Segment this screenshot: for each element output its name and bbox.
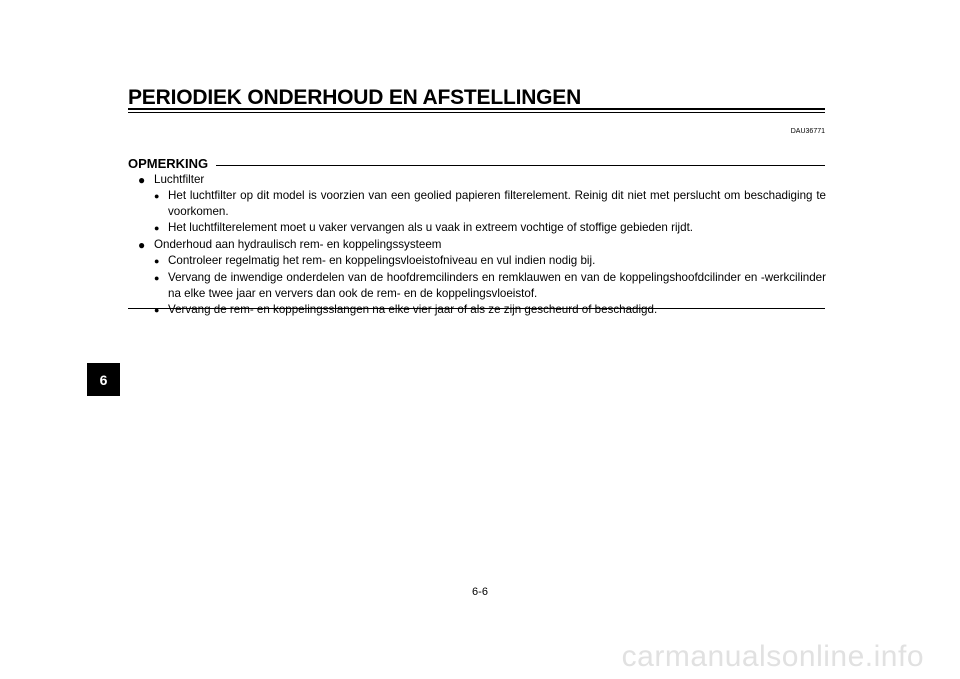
list-item — [154, 270, 826, 302]
note-heading: OPMERKING — [128, 156, 209, 171]
list-item — [154, 302, 826, 319]
list-item-text: Vervang de rem- en koppelingsslangen na elke vier jaar of als ze zijn gescheurd of beschadigd. — [168, 303, 658, 316]
title-underline-thin — [128, 112, 825, 113]
bullet-icon: ● — [138, 173, 146, 187]
page-number: 6-6 — [472, 586, 488, 598]
list-item — [154, 188, 826, 220]
list-item-text: Het luchtfilter op dit model is voorzien van een geolied papieren filterelement. Reinig dit niet met perslucht om beschadiging te voorkomen. — [168, 189, 826, 218]
page-title: PERIODIEK ONDERHOUD EN AFSTELLINGEN — [128, 86, 582, 109]
chapter-tab: 6 — [87, 363, 120, 396]
note-body — [138, 172, 826, 319]
section-title: Luchtfilter — [154, 173, 205, 186]
sub-bullet-icon: ● — [154, 191, 160, 201]
note-header-rule — [216, 165, 825, 166]
note-footer-rule — [128, 308, 825, 309]
sub-bullet-icon: ● — [154, 305, 160, 315]
watermark: carmanualsonline.info — [621, 640, 924, 673]
reference-code: DAU36771 — [790, 128, 825, 135]
list-item-text: Controleer regelmatig het rem- en koppelingsvloeistofniveau en vul indien nodig bij. — [168, 254, 596, 267]
title-underline — [128, 108, 825, 110]
sub-bullet-icon: ● — [154, 223, 160, 233]
note-header — [128, 156, 825, 171]
list-item — [154, 220, 826, 237]
section-title: Onderhoud aan hydraulisch rem- en koppelingssysteem — [154, 238, 442, 251]
note-section-air-filter — [138, 172, 826, 237]
sub-bullet-icon: ● — [154, 256, 160, 266]
list-item-text: Het luchtfilterelement moet u vaker vervangen als u vaak in extreem vochtige of stoffige gebieden rijdt. — [168, 221, 694, 234]
list-item-text: Vervang de inwendige onderdelen van de hoofdremcilinders en remklauwen en van de koppelingshoofdcilinder en -werkcilinder na elke twee jaar en ververs dan ook de rem- en de koppelingsvloeistof. — [168, 271, 826, 300]
note-section-hydraulics — [138, 237, 826, 319]
bullet-icon: ● — [138, 238, 146, 252]
sub-bullet-icon: ● — [154, 273, 160, 283]
list-item — [154, 253, 826, 270]
